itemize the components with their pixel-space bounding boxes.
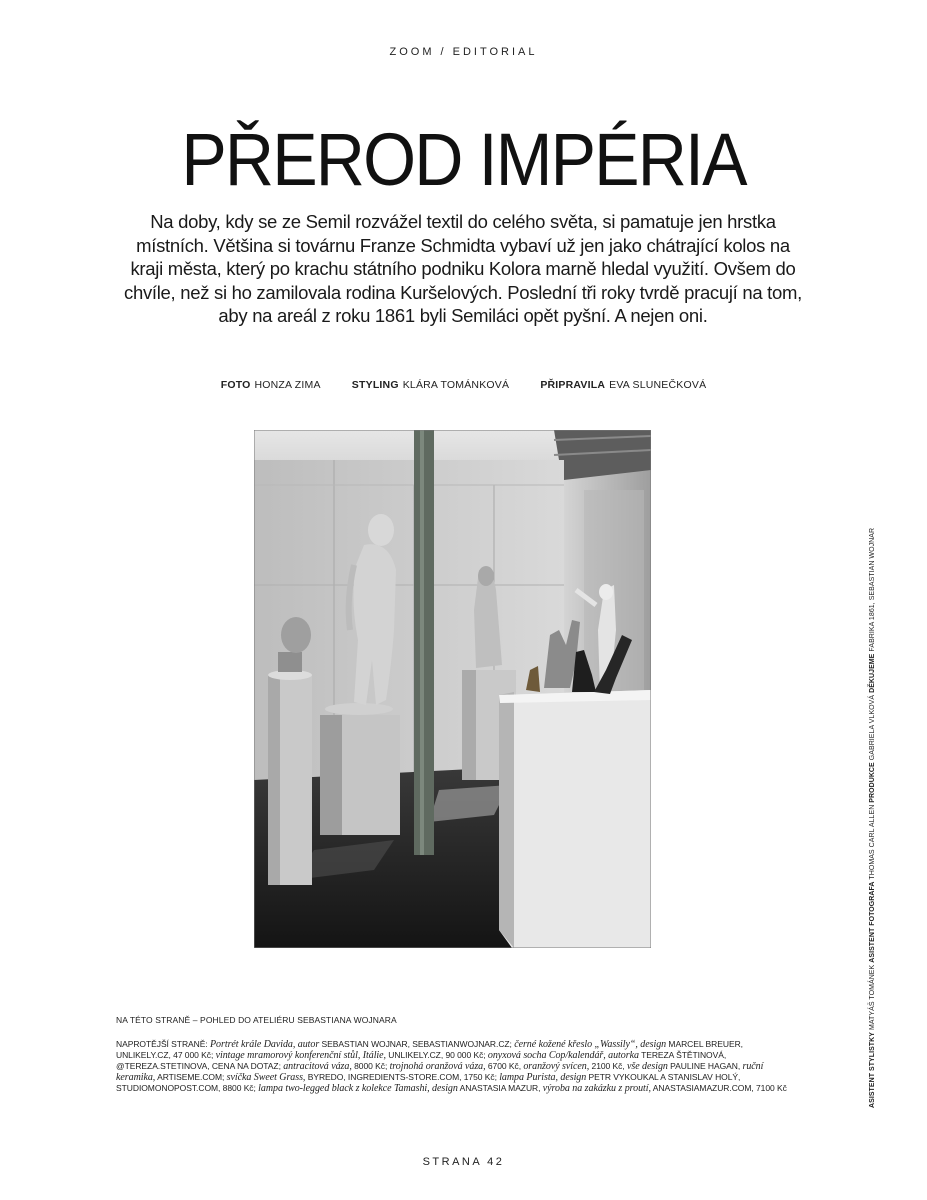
caption-item-description: oranžový svícen, xyxy=(523,1061,590,1072)
side-credit-name: THOMAS CARL ALLEN xyxy=(869,804,876,880)
caption-item-source: 6700 Kč, xyxy=(485,1061,524,1071)
caption-item-description: ruční keramika, xyxy=(116,1061,764,1083)
side-credit-role: ASISTENT STYLISTKY xyxy=(869,1032,876,1108)
caption-item-source: 8000 Kč; xyxy=(351,1061,390,1071)
side-credit-name: FABRIKA 1861, SEBASTIAN WOJNAR xyxy=(869,527,876,652)
caption-item-description: lampa two-legged black z kolekce Tamashi, design xyxy=(258,1083,458,1094)
side-credit-role: DĚKUJEME xyxy=(869,653,876,693)
caption-opposite-items xyxy=(116,1039,787,1093)
article-title: PŘEROD IMPÉRIA xyxy=(181,118,746,201)
side-credits xyxy=(868,518,878,1108)
caption-item-source: BYREDO, INGREDIENTS-STORE.COM, 1750 Kč; xyxy=(305,1072,500,1082)
credit-name: HONZA ZIMA xyxy=(254,379,321,391)
caption-item-description: onyxová socha Cop/kalendář, autorka xyxy=(487,1050,639,1061)
caption-item-description: výroba na zakázku z proutí, xyxy=(542,1083,651,1094)
caption-item-description: Portrét krále Davida, autor xyxy=(209,1039,320,1050)
credit-role: PŘIPRAVILA xyxy=(540,379,606,391)
side-credit-name: MATYÁŠ TOMÁNEK xyxy=(869,964,876,1031)
caption-item-source: PAULINE HAGAN, xyxy=(667,1061,743,1071)
caption-item-source: MARCEL BREUER, UNLIKELY.CZ, 47 000 Kč; xyxy=(116,1039,743,1060)
caption-item-source: UNLIKELY.CZ, 90 000 Kč; xyxy=(386,1050,488,1060)
credit-name: EVA SLUNEČKOVÁ xyxy=(609,379,707,391)
caption-opposite-label: NAPROTĚJŠÍ STRANĚ: xyxy=(116,1039,210,1049)
caption-item-source: TEREZA ŠTĚTINOVÁ, @TEREZA.STETINOVA, CENA NA DOTAZ; xyxy=(116,1050,727,1071)
caption-opposite-page xyxy=(116,1039,796,1094)
side-credit-role: ASISTENT FOTOGRAFA xyxy=(869,881,876,963)
credits-line xyxy=(0,379,927,391)
caption-this-page: NA TÉTO STRANĚ – POHLED DO ATELIÉRU SEBASTIANA WOJNARA xyxy=(116,1015,397,1025)
credit-styling xyxy=(352,379,509,391)
caption-item-description: vše design xyxy=(626,1061,668,1072)
side-credit-role: PRODUKCE xyxy=(869,762,876,803)
side-credits-text xyxy=(868,518,878,1108)
section-label: ZOOM / EDITORIAL xyxy=(389,46,538,58)
caption-item-source: SEBASTIAN WOJNAR, SEBASTIANWOJNAR.CZ; xyxy=(319,1039,515,1049)
credit-role: STYLING xyxy=(351,379,399,391)
caption-item-source: 2100 Kč, xyxy=(589,1061,627,1071)
caption-item-source: ARTISEME.COM; xyxy=(155,1072,227,1082)
caption-item-description: lampa Purista, design xyxy=(499,1072,587,1083)
side-credit-name: GABRIELA VLKOVÁ xyxy=(869,694,876,761)
page-number: STRANA 42 xyxy=(422,1156,505,1168)
credit-name: KLÁRA TOMÁNKOVÁ xyxy=(402,379,510,391)
caption-item-source: ANASTASIA MAZUR, xyxy=(457,1083,543,1093)
caption-item-source: PETR VYKOUKAL A STANISLAV HOLÝ, STUDIOMONOPOST.COM, 8800 Kč; xyxy=(116,1072,741,1093)
caption-item-description: vintage mramorový konferenční stůl, Itálie, xyxy=(215,1050,386,1061)
credit-role: FOTO xyxy=(220,379,251,391)
article-lead: Na doby, kdy se ze Semil rozvážel textil do celého světa, si pamatuje jen hrstka místních. Většina si továrnu Franze Schmidta vybaví už jen jako chátrající kolos na kraji města, který po krachu státního podniku Kolora marně hledal využití. Ovšem do chvíle, než si ho zamilovala rodina Kuršelových. Poslední tři roky tvrdě pracují na tom, aby na areál z roku 1861 byli Semiláci opět pyšní. A nejen oni. xyxy=(124,211,802,327)
caption-item-description: svíčka Sweet Grass, xyxy=(226,1072,306,1083)
atelier-photo xyxy=(254,430,651,948)
caption-item-source: ANASTASIAMAZUR.COM, 7100 Kč xyxy=(650,1083,787,1093)
caption-item-description: antracitová váza, xyxy=(283,1061,352,1072)
credit-prepared xyxy=(540,379,706,391)
caption-item-description: trojnohá oranžová váza, xyxy=(389,1061,486,1072)
atelier-photo-illustration xyxy=(254,430,651,948)
caption-item-description: černé kožené křeslo „Wassily“, design xyxy=(514,1039,667,1050)
credit-photo xyxy=(221,379,321,391)
